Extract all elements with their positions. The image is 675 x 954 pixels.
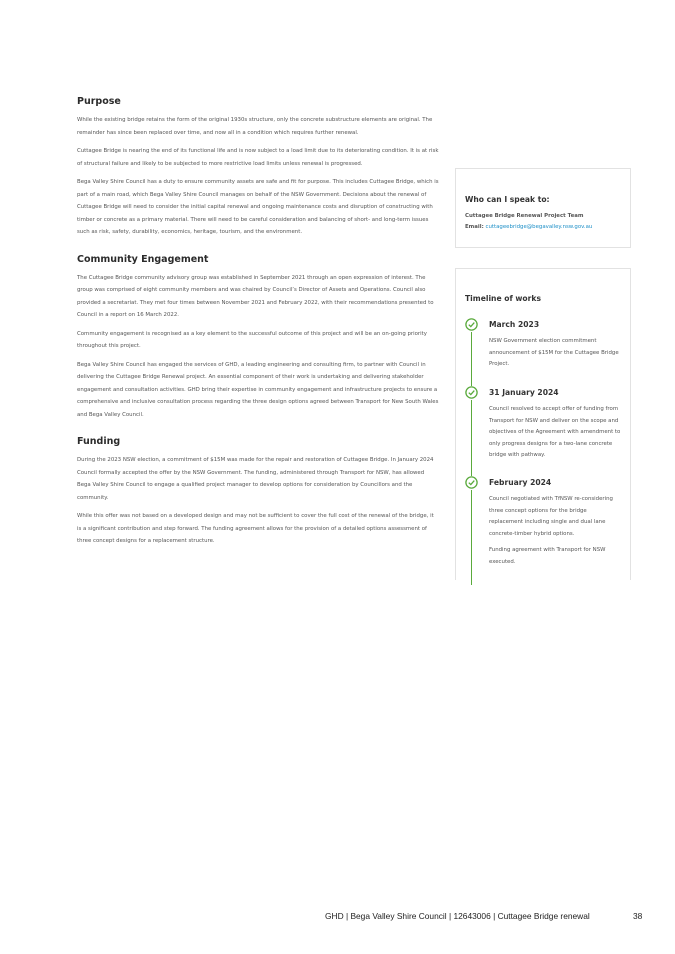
timeline-box — [455, 268, 631, 580]
timeline-text: NSW Government election commitment announcement of $15M for the Cuttagee Bridge Project. — [489, 338, 619, 367]
main-column — [77, 96, 439, 554]
purpose-paragraph: Cuttagee Bridge is nearing the end of its functional life and is now subject to a load limit due to its deteriorating condition. It is at risk of structural failure and likely to be subjected to more restrictive load limits unless renewal is progressed. — [77, 148, 439, 167]
page-footer — [325, 911, 645, 921]
email-label: Email: — [465, 224, 484, 230]
footer-text: GHD | Bega Valley Shire Council | 12643006 | Cuttagee Bridge renewal — [325, 911, 590, 921]
purpose-heading: Purpose — [77, 96, 121, 107]
funding-heading: Funding — [77, 436, 121, 447]
check-circle-icon — [465, 318, 478, 331]
community-section — [77, 254, 439, 422]
timeline-date: March 2023 — [489, 320, 540, 329]
timeline-date: February 2024 — [489, 478, 552, 487]
contact-box — [455, 168, 631, 248]
contact-heading: Who can I speak to: — [465, 195, 550, 204]
timeline-heading: Timeline of works — [465, 294, 541, 303]
check-circle-icon — [465, 476, 478, 489]
page-number: 38 — [633, 911, 643, 921]
timeline-item — [465, 476, 621, 568]
timeline-text: Council negotiated with TfNSW re-considering three concept options for the bridge replacement including single and dual lane concrete-timber hybrid options. — [489, 496, 613, 537]
funding-paragraph: While this offer was not based on a developed design and may not be sufficient to cover the full cost of the renewal of the bridge, it is a significant contribution and step forward. The funding agreement allows for the provision of a detailed options assessment of three concept designs for a replacement structure. — [77, 513, 434, 544]
community-paragraph: The Cuttagee Bridge community advisory group was established in September 2021 through an open expression of interest. The group was comprised of eight community members and was chaired by Council’s Director of Assets and Operations. Council also provided a secretariat. They met four times between November 2021 and February 2022, with their recommendations presented to Council in a report on 16 March 2022. — [77, 274, 434, 318]
purpose-paragraph: Bega Valley Shire Council has a duty to ensure community assets are safe and fit for purpose. This includes Cuttagee Bridge, which is part of a main road, which Bega Valley Shire Council manages on behalf of the NSW Government. Decisions about the renewal of Cuttagee Bridge will need to consider the initial capital renewal and ongoing maintenance costs and disruption of constructing with timber or concrete as a primary material. There will need to be careful consideration and balancing of short- and long-term issues such as risk, safety, durability, economics, heritage, tourism, and the environment. — [77, 179, 439, 235]
check-circle-icon — [465, 386, 478, 399]
purpose-paragraph: While the existing bridge retains the form of the original 1930s structure, only the concrete substructure elements are original. The remainder has since been replaced over time, and now all in a condition which requires further renewal. — [77, 117, 433, 136]
purpose-section — [77, 96, 439, 239]
timeline-item — [465, 386, 621, 476]
timeline-text: Funding agreement with Transport for NSW executed. — [489, 547, 606, 565]
contact-email-link[interactable]: cuttageebridge@begavalley.nsw.gov.au — [485, 224, 593, 230]
funding-paragraph: During the 2023 NSW election, a commitment of $15M was made for the repair and restoration of Cuttagee Bridge. In January 2024 Council formally accepted the offer by the NSW Government. The funding, administered through Transport for NSW, has allowed Bega Valley Shire Council to engage a qualified project manager to develop options for consideration by Councillors and the community. — [77, 457, 434, 501]
timeline-date: 31 January 2024 — [489, 388, 559, 397]
timeline-text: Council resolved to accept offer of funding from Transport for NSW and deliver on the scope and objectives of the Agreement with amendment to only progress designs for a two-lane concrete bridge with pathway. — [489, 406, 621, 458]
timeline-item — [465, 318, 621, 386]
community-paragraph: Bega Valley Shire Council has engaged the services of GHD, a leading engineering and consulting firm, to partner with Council in delivering the Cuttagee Bridge Renewal project. An essential component of their work is undertaking and delivering stakeholder engagement and consultation activities. GHD bring their expertise in community engagement and infrastructure projects to ensure a comprehensive and inclusive consultation process regarding the three design options agreed between Transport for New South Wales and Bega Valley Council. — [77, 361, 439, 418]
funding-section — [77, 436, 439, 548]
contact-team: Cuttagee Bridge Renewal Project Team — [465, 213, 584, 219]
community-paragraph: Community engagement is recognised as a key element to the successful outcome of this project and will be an on-going priority throughout this project. — [77, 330, 427, 349]
community-heading: Community Engagement — [77, 253, 209, 265]
